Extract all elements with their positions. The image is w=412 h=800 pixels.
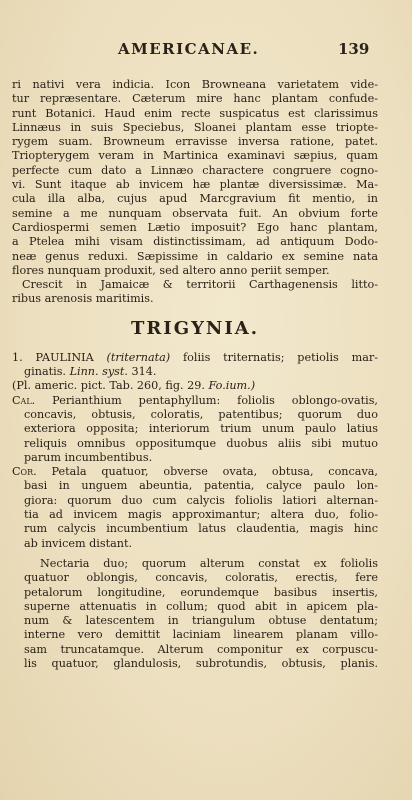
text-line: flores nunquam produxit, sed altero anno periit semper. — [12, 263, 330, 277]
paragraph-1 — [12, 78, 378, 278]
text-body — [12, 78, 378, 671]
corolla-label: Cor. — [12, 465, 37, 479]
text-line: interne vero demittit laciniam linearem planam villo- — [24, 628, 378, 642]
species-name: (triternata) — [106, 350, 171, 364]
text-line: petalorum longitudine, eorundemque basibus insertis, — [24, 585, 378, 599]
entry-diagnosis-line — [12, 365, 378, 379]
entry-number: 1. — [12, 350, 23, 364]
page-number: 139 — [338, 40, 370, 58]
diagnosis-text: foliis triternatis; petiolis mar- — [182, 350, 378, 364]
text-line: tia ad invicem magis approximantur; altera duo, folio- — [24, 508, 378, 522]
text-line: semine a me nunquam observata fuit. An obvium forte — [12, 206, 378, 220]
text-line: sam truncatamque. Alterum componitur ex corpuscu- — [24, 642, 378, 656]
text-line: reliquis omnibus oppositumque duobus aliis sibi mutuo — [24, 436, 378, 450]
text-line: exteriora opposita; interiorum trium unum paulo latius — [24, 422, 378, 436]
species-entry — [12, 351, 378, 394]
text-line: lis quatuor, glandulosis, subrotundis, obtusis, planis. — [24, 656, 378, 670]
genus-name: PAULINIA — [35, 350, 94, 364]
text-line: num & latescentem in triangulum obtuse dentatum; — [24, 614, 378, 628]
calyx-description — [12, 394, 378, 465]
calyx-label: Cal. — [12, 393, 36, 407]
text-line: ab invicem distant. — [24, 536, 133, 550]
text-line: concavis, obtusis, coloratis, patentibus; quorum duo — [24, 407, 378, 421]
text-line: Linnæus in suis Speciebus, Sloanei plantam esse triopte- — [12, 120, 378, 134]
text-line: a Ptelea mihi visam distinctissimam, ad antiquum Dodo- — [12, 235, 378, 249]
plate-reference: (Pl. americ. pict. Tab. 260, fig. 29. — [12, 379, 205, 393]
text-line — [12, 394, 378, 408]
corolla-description — [12, 465, 378, 551]
page-header — [0, 40, 412, 64]
entry-plate-line — [12, 379, 378, 393]
text-line: neæ genus reduxi. Sæpissime in caldario ex semine nata — [12, 249, 378, 263]
text-line: Triopterygem veram in Martinica examinavi sæpius, quam — [12, 149, 378, 163]
text-line: rygem suam. Browneum erravisse inversa ratione, patet. — [12, 135, 378, 149]
entry-diagnosis-line — [12, 351, 378, 365]
diagnosis-text: ginatis. — [24, 365, 66, 379]
paragraph-2 — [12, 278, 378, 307]
corolla-text: Petala quatuor, obverse ovata, obtusa, concava, — [51, 465, 378, 479]
nectaria-description — [12, 557, 378, 671]
text-line: basi in unguem abeuntia, patentia, calyce paulo lon- — [24, 479, 378, 493]
text-line: giora: quorum duo cum calycis foliolis latiori alternan- — [24, 493, 378, 507]
text-line: tur repræsentare. Cæterum mire hanc plantam confude- — [12, 92, 378, 106]
text-line: ri nativi vera indicia. Icon Browneana varietatem vide- — [12, 78, 378, 91]
calyx-text: Perianthium pentaphyllum: foliolis oblongo-ovatis, — [52, 393, 378, 407]
text-line: Nectaria duo; quorum alterum constat ex foliolis — [40, 556, 378, 570]
text-line: ribus arenosis maritimis. — [12, 292, 154, 306]
reference-page: 314. — [131, 365, 157, 379]
text-line: perfecte cum dato a Linnæo charactere congruere cogno- — [12, 163, 378, 177]
reference: Linn. syst. — [69, 365, 128, 379]
text-line: runt Botanici. Haud enim recte suspicatus est clarissimus — [12, 106, 378, 120]
plate-reference-part: Fo.ium.) — [208, 379, 256, 393]
text-line — [12, 465, 378, 479]
text-line: vi. Sunt itaque ab invicem hæ plantæ diversissimæ. Ma- — [12, 178, 378, 192]
text-line: cula illa alba, cujus apud Marcgravium fit mentio, in — [12, 192, 378, 206]
running-head: AMERICANAE. — [118, 40, 260, 58]
text-line: quatuor oblongis, concavis, coloratis, erectis, fere — [24, 571, 378, 585]
text-line: superne attenuatis in collum; quod abit in apicem pla- — [24, 599, 378, 613]
text-line: rum calycis incumbentium latus claudentia, magis hinc — [24, 522, 378, 536]
section-heading: TRIGYNIA. — [130, 317, 260, 339]
text-line: Cardiospermi semen Lætio imposuit? Ego hanc plantam, — [12, 220, 378, 234]
text-line: Crescit in Jamaicæ & territorii Carthagenensis litto- — [22, 278, 378, 292]
text-line: parum incumbentibus. — [24, 450, 153, 464]
